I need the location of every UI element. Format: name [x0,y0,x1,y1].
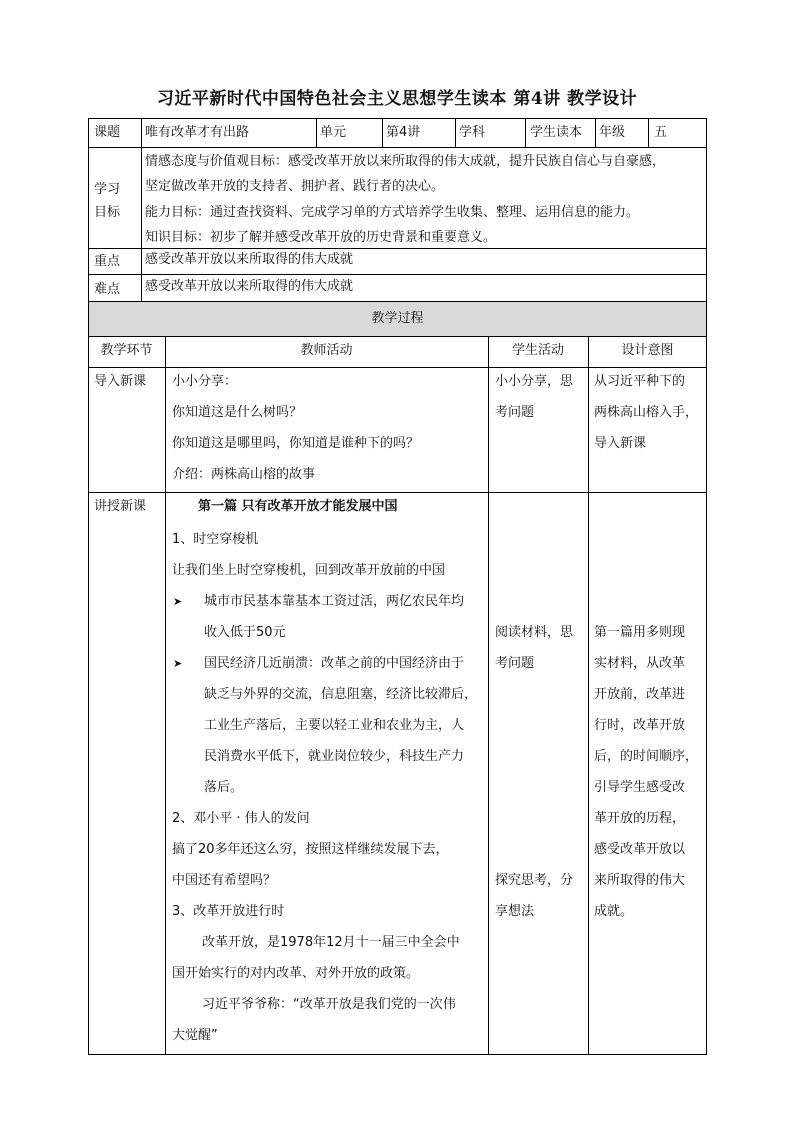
section-3-paragraph-2: 习近平爷爷称：“改革开放是我们党的一次伟 [202,997,456,1012]
section-2-title: 2、邓小平 · 伟人的发问 [172,811,310,826]
column-header-stage: 教学环节 [100,343,153,358]
section-3-paragraph-2: 大觉醒” [172,1028,218,1043]
intro-stage: 导入新课 [94,374,147,389]
lesson-student-activity-2: 享想法 [495,904,535,919]
lesson-intent-line: 实材料，从改革 [594,656,686,671]
lesson-student-activity-1: 阅读材料，思 [495,625,574,640]
objectives-label: 学习 [94,182,121,197]
difficulty-value: 感受改革开放以来所取得的伟大成就 [145,279,354,294]
objectives-label: 目标 [94,205,121,220]
difficulty-label: 难点 [94,282,121,297]
key-point-label: 重点 [94,254,121,269]
topic-value: 唯有改革才有出路 [145,125,250,140]
lesson-intent-line: 成就。 [594,904,634,919]
lesson-intent-line: 后，的时间顺序， [594,749,699,764]
lesson-intent-line: 革开放的历程， [594,811,686,826]
intro-student-line: 小小分享，思 [495,374,574,389]
lesson-intent-line: 引导学生感受改 [594,780,686,795]
bullet-2-text: 国民经济几近崩溃：改革之前的中国经济由于 [204,656,465,671]
lesson-intent-line: 开放前，改革进 [594,687,686,702]
unit-label: 单元 [320,125,347,140]
unit-value: 第4讲 [386,125,421,140]
intro-intent-line: 从习近平种下的 [594,374,686,389]
lesson-stage: 讲授新课 [94,499,147,514]
intro-teacher-line: 介绍：两株高山榕的故事 [172,467,316,482]
column-header-teacher: 教师活动 [300,343,353,358]
intro-teacher-line: 你知道这是哪里吗，你知道是谁种下的吗？ [172,436,420,451]
section-1-title: 1、时空穿梭机 [172,532,259,547]
section-3-title: 3、改革开放进行时 [172,904,285,919]
intro-intent-line: 导入新课 [594,436,647,451]
lesson-student-activity-2: 探究思考，分 [495,873,574,888]
column-header-student: 学生活动 [511,343,564,358]
column-header-intent: 设计意图 [621,343,674,358]
section-2-text: 搞了20多年还这么穷，按照这样继续发展下去， [172,842,449,857]
subject-value: 学生读本 [530,125,583,140]
intro-student-line: 考问题 [495,405,535,420]
section-2-text: 中国还有希望吗？ [172,873,277,888]
lesson-student-activity-1: 考问题 [495,656,535,671]
part-title: 第一篇 只有改革开放才能发展中国 [198,499,398,514]
lesson-intent-line: 来所取得的伟大 [594,873,686,888]
objective-ability: 能力目标：通过查找资料、完成学习单的方式培养学生收集、整理、运用信息的能力。 [145,205,640,220]
intro-teacher-line: 小小分享： [172,374,238,389]
bullet-2-text: 工业生产落后，主要以轻工业和农业为主，人 [204,718,465,733]
bullet-arrow-icon: ➤ [173,595,183,608]
section-3-paragraph-1: 国开始实行的对内改革、对外开放的政策。 [172,966,420,981]
bullet-2-text: 缺乏与外界的交流，信息阻塞，经济比较滞后， [204,687,478,702]
grade-value: 五 [654,125,668,140]
section-1-text: 让我们坐上时空穿梭机，回到改革开放前的中国 [172,563,446,578]
lesson-intent-line: 第一篇用多则现 [594,625,686,640]
intro-teacher-line: 你知道这是什么树吗？ [172,405,303,420]
subject-label: 学科 [459,125,486,140]
bullet-arrow-icon: ➤ [173,657,183,670]
objective-knowledge: 知识目标：初步了解并感受改革开放的历史背景和重要意义。 [145,230,497,245]
key-point-value: 感受改革开放以来所取得的伟大成就 [145,252,354,267]
lesson-intent-line: 行时，改革开放 [594,718,686,733]
process-heading: 教学过程 [371,311,424,326]
objective-emotion: 情感态度与价值观目标：感受改革开放以来所取得的伟大成就，提升民族自信心与自豪感， [145,154,666,169]
grade-label: 年级 [599,125,626,140]
document-title: 习近平新时代中国特色社会主义思想学生读本 第4讲 教学设计 [156,89,638,109]
bullet-2-text: 民消费水平低下，就业岗位较少，科技生产力 [204,749,465,764]
bullet-2-text: 落后。 [204,780,244,795]
objective-emotion: 坚定做改革开放的支持者、拥护者、践行者的决心。 [145,179,445,194]
intro-intent-line: 两株高山榕入手， [594,405,699,420]
lesson-intent-line: 感受改革开放以 [594,842,686,857]
bullet-1-text: 收入低于50元 [204,625,286,640]
bullet-1-text: 城市市民基本靠基本工资过活，两亿农民年均 [204,594,465,609]
topic-label: 课题 [94,125,121,140]
section-3-paragraph-1: 改革开放，是1978年12月十一届三中全会中 [202,935,460,950]
